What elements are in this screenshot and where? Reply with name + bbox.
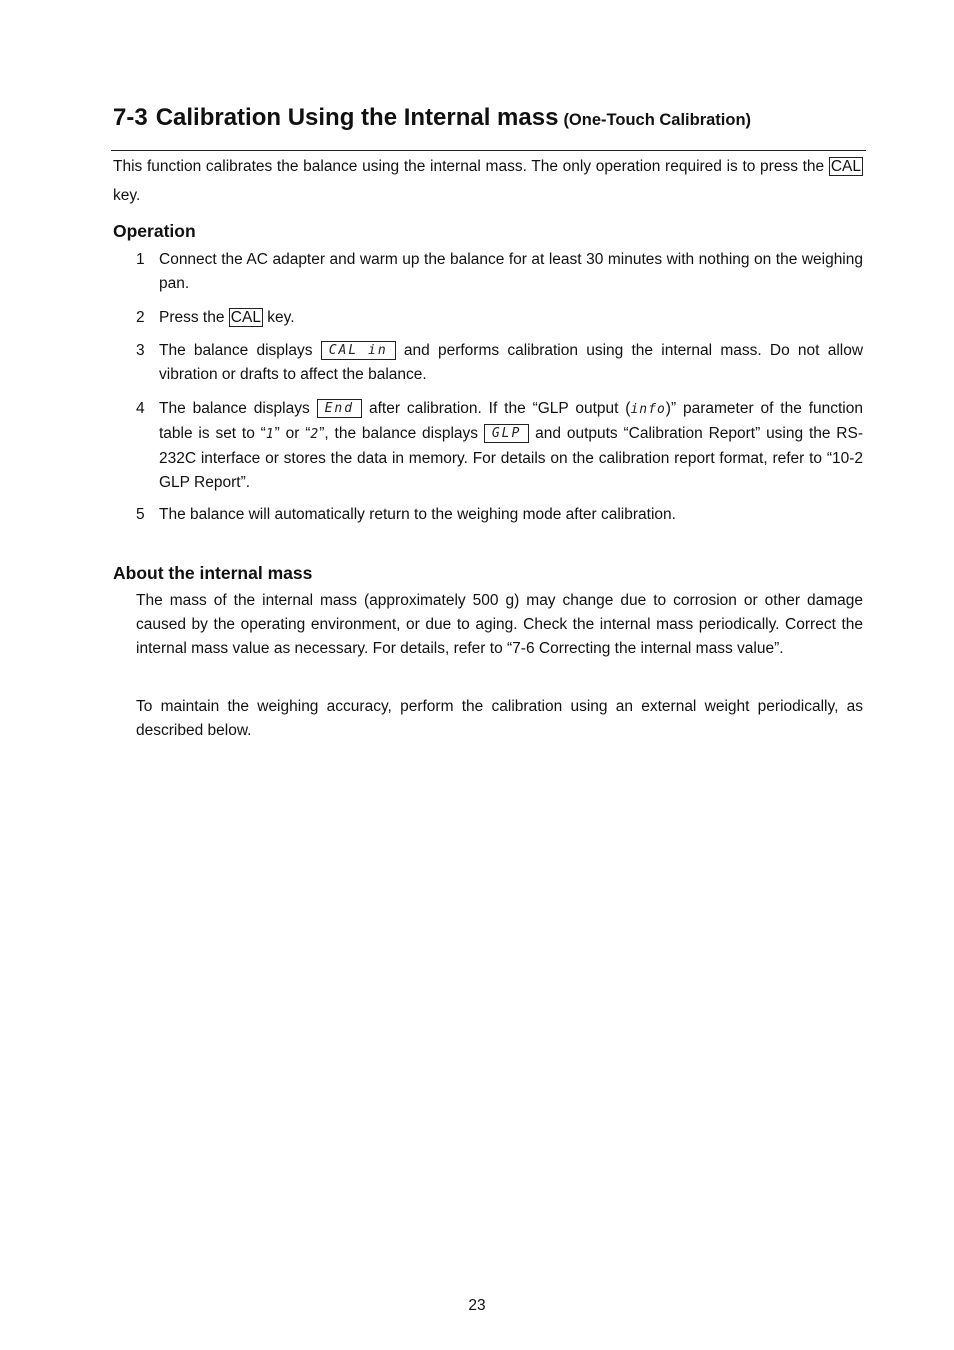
step-2	[136, 306, 863, 330]
intro-text-end: key.	[113, 187, 141, 204]
step-3	[136, 339, 863, 387]
display-glp: GLP	[484, 424, 529, 443]
step-text-part: ” or “	[274, 425, 311, 442]
step-text-part: and outputs “Calibration Report” using the RS-232C interface or stores the data in memory. For details on the calibration report format, refer to “10-2 GLP Report”.	[159, 425, 863, 491]
section-title: Calibration Using the Internal mass	[155, 104, 559, 131]
section-subtitle: (One-Touch Calibration)	[563, 111, 752, 129]
step-text-part: The balance displays	[159, 400, 317, 417]
step-number: 5	[136, 506, 145, 523]
display-cal-in: CAL in	[321, 341, 396, 360]
step-text-part: The balance displays	[159, 342, 321, 359]
section-number: 7-3	[113, 104, 148, 131]
step-number: 2	[136, 309, 145, 326]
heading-rule	[111, 150, 866, 151]
step-text-part: )” parameter of the function table is set to “	[159, 400, 863, 442]
param-value-1: 1	[265, 427, 275, 442]
section-heading	[113, 104, 873, 132]
step-text-part: after calibration. If the “GLP output (	[362, 400, 631, 417]
step-text: The balance will automatically return to the weighing mode after calibration.	[159, 506, 676, 523]
step-number: 1	[136, 251, 145, 268]
step-text-part: ”, the balance displays	[319, 425, 484, 442]
step-5	[136, 503, 863, 527]
step-text	[159, 397, 863, 495]
page-number: 23	[468, 1297, 486, 1314]
param-value-2: 2	[310, 427, 320, 442]
display-end: End	[317, 399, 362, 418]
step-text	[159, 339, 863, 387]
step-text-part: key.	[262, 309, 295, 326]
param-info: info	[630, 402, 666, 417]
step-text-part: Press the	[159, 309, 229, 326]
step-1	[136, 248, 863, 296]
internal-mass-heading: About the internal mass	[113, 563, 313, 583]
step-number: 3	[136, 342, 145, 359]
step-text-part: and performs calibration using the internal mass. Do not allow vibration or drafts to affect the balance.	[159, 342, 864, 383]
internal-mass-paragraph-1: The mass of the internal mass (approximately 500 g) may change due to corrosion or other damage caused by the operating environment, or due to aging. Check the internal mass periodically. Correct the internal mass value as necessary. For details, refer to “7-6 Correcting the internal mass value”.	[136, 592, 863, 657]
step-4	[136, 397, 863, 495]
internal-mass-paragraph-2: To maintain the weighing accuracy, perform the calibration using an external weight periodically, as described below.	[136, 698, 863, 739]
cal-key-label: CAL	[230, 309, 261, 326]
step-number: 4	[136, 400, 145, 417]
step-text	[159, 306, 863, 330]
operation-heading: Operation	[113, 221, 196, 241]
intro-paragraph	[113, 152, 863, 210]
intro-text: This function calibrates the balance using the internal mass. The only operation required is to press the	[113, 158, 829, 175]
cal-key-label: CAL	[830, 158, 861, 175]
step-text: Connect the AC adapter and warm up the balance for at least 30 minutes with nothing on the weighing pan.	[159, 251, 863, 292]
